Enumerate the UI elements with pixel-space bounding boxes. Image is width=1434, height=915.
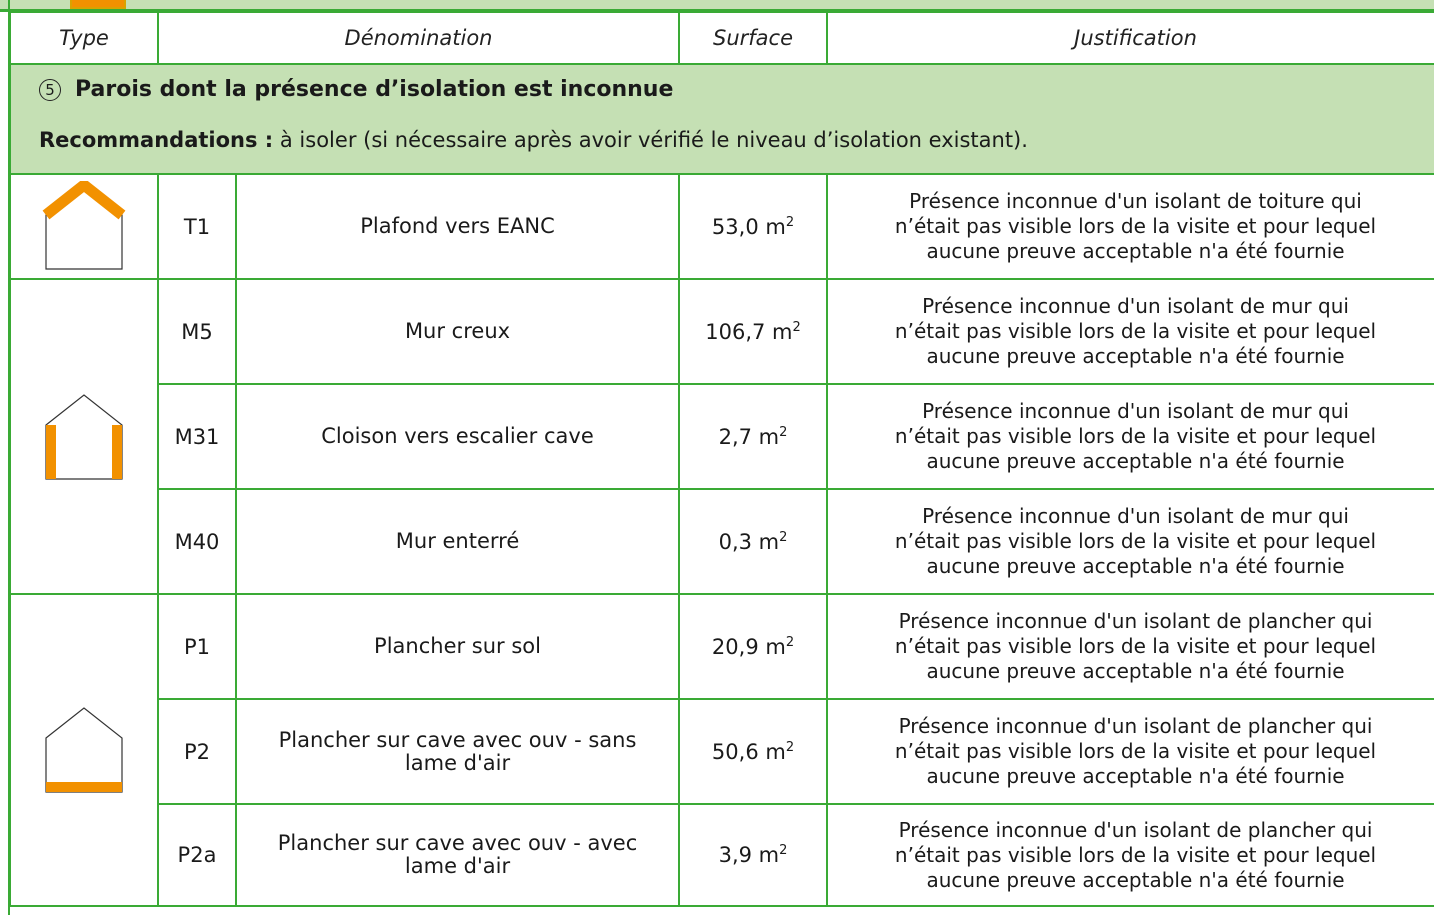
recommendation-label: Recommandations : <box>39 128 274 152</box>
table-row <box>10 594 1434 699</box>
code-cell: P2a <box>158 804 236 906</box>
surface-cell: 0,3 $m^2$ <box>679 489 827 594</box>
insulation-table <box>9 11 1434 907</box>
surface-cell: 106,7 $m^2$ <box>679 279 827 384</box>
justification-cell: Présence inconnue d'un isolant de plancher qui n’était pas visible lors de la visite et pour lequel aucune preuve acceptable n'a été fournie <box>827 594 1434 699</box>
section-color-chip <box>70 0 126 9</box>
name-cell: Plancher sur cave avec ouv - sans lame d'air <box>236 699 679 804</box>
header-row <box>10 12 1434 64</box>
table-row <box>10 279 1434 384</box>
surface-cell: 53,0 $m^2$ <box>679 174 827 279</box>
recommendation-text: à isoler (si nécessaire après avoir vérifié le niveau d’isolation existant). <box>279 128 1028 152</box>
name-cell: Cloison vers escalier cave <box>236 384 679 489</box>
name-cell: Plancher sur cave avec ouv - avec lame d'air <box>236 804 679 906</box>
table-row <box>10 384 1434 489</box>
table-row <box>10 174 1434 279</box>
surface-cell: 50,6 $m^2$ <box>679 699 827 804</box>
section-title-text: Parois dont la présence d’isolation est inconnue <box>75 77 674 102</box>
header-surface: Surface <box>679 12 827 64</box>
code-cell: T1 <box>158 174 236 279</box>
header-denomination: Dénomination <box>158 12 679 64</box>
code-cell: M5 <box>158 279 236 384</box>
table-row <box>10 489 1434 594</box>
name-cell: Plafond vers EANC <box>236 174 679 279</box>
floor-insulation-icon <box>10 594 158 906</box>
code-cell: M31 <box>158 384 236 489</box>
code-cell: P1 <box>158 594 236 699</box>
section-title <box>39 77 673 102</box>
surface-cell: 20,9 $m^2$ <box>679 594 827 699</box>
surface-cell: 3,9 $m^2$ <box>679 804 827 906</box>
justification-cell: Présence inconnue d'un isolant de plancher qui n’était pas visible lors de la visite et pour lequel aucune preuve acceptable n'a été fournie <box>827 699 1434 804</box>
justification-cell: Présence inconnue d'un isolant de toiture qui n’était pas visible lors de la visite et pour lequel aucune preuve acceptable n'a été fournie <box>827 174 1434 279</box>
section-number-badge: 5 <box>39 79 61 101</box>
wall-insulation-icon <box>10 279 158 594</box>
section-row <box>10 64 1434 174</box>
justification-cell: Présence inconnue d'un isolant de mur qui n’était pas visible lors de la visite et pour lequel aucune preuve acceptable n'a été fournie <box>827 279 1434 384</box>
justification-cell: Présence inconnue d'un isolant de mur qui n’était pas visible lors de la visite et pour lequel aucune preuve acceptable n'a été fournie <box>827 384 1434 489</box>
header-type: Type <box>10 12 158 64</box>
header-justification: Justification <box>827 12 1434 64</box>
name-cell: Mur enterré <box>236 489 679 594</box>
table-row <box>10 699 1434 804</box>
code-cell: M40 <box>158 489 236 594</box>
name-cell: Plancher sur sol <box>236 594 679 699</box>
recommendation <box>39 128 1028 152</box>
surface-cell: 2,7 $m^2$ <box>679 384 827 489</box>
table-row <box>10 804 1434 906</box>
name-cell: Mur creux <box>236 279 679 384</box>
code-cell: P2 <box>158 699 236 804</box>
justification-cell: Présence inconnue d'un isolant de mur qui n’était pas visible lors de la visite et pour lequel aucune preuve acceptable n'a été fournie <box>827 489 1434 594</box>
justification-cell: Présence inconnue d'un isolant de plancher qui n’était pas visible lors de la visite et pour lequel aucune preuve acceptable n'a été fournie <box>827 804 1434 906</box>
roof-insulation-icon <box>10 174 158 279</box>
